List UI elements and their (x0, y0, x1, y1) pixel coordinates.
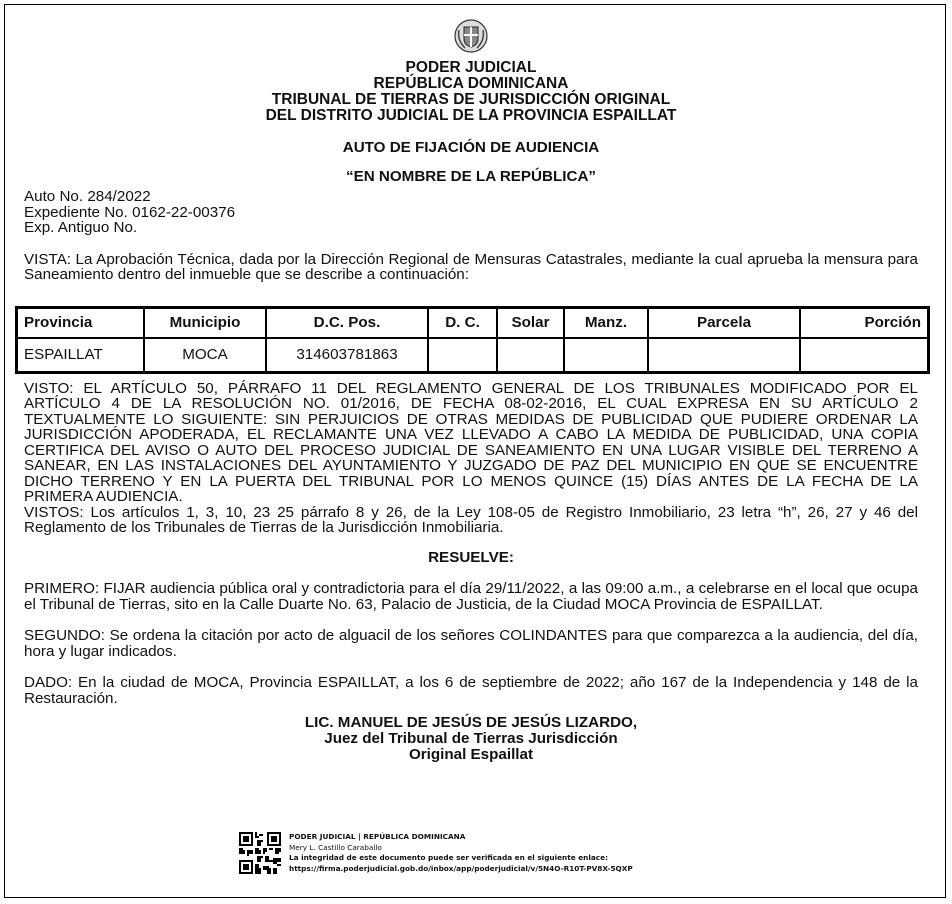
expediente-number: Expediente No. 0162-22-00376 (24, 203, 236, 221)
table-header-row (17, 307, 929, 338)
cell-dc (428, 338, 497, 373)
vistos-paragraph: VISTOS: Los artículos 1, 3, 10, 23 25 párrafo 8 y 26, de la Ley 108-05 de Registro Inmobiliario, 23 letra “h”, 26, 27 y 46 del Reglamento de los Tribunales de Tierras de la Jurisdicción Inmobiliaria. (24, 503, 918, 536)
coat-of-arms-icon (453, 18, 489, 54)
col-parcela: Parcela (648, 307, 800, 338)
case-meta (24, 189, 918, 236)
judge-place: Original Espaillat (408, 746, 534, 763)
court-header (24, 60, 918, 124)
document-subtitle: “EN NOMBRE DE LA REPÚBLICA” (345, 167, 597, 185)
exp-antiguo: Exp. Antiguo No. (24, 219, 138, 236)
header-line-3: TRIBUNAL DE TIERRAS DE JURISDICCIÓN ORIGINAL (271, 91, 671, 108)
col-manz: Manz. (564, 307, 648, 338)
col-solar: Solar (497, 307, 564, 338)
col-dc: D. C. (428, 307, 497, 338)
parcel-table (15, 306, 930, 374)
col-porcion: Porción (800, 307, 929, 338)
cell-solar (497, 338, 564, 373)
header-line-4: DEL DISTRITO JUDICIAL DE LA PROVINCIA ESPAILLAT (265, 107, 677, 124)
verification-footer (239, 832, 633, 874)
cell-manz (564, 338, 648, 373)
cell-porcion (800, 338, 929, 373)
footer-org: PODER JUDICIAL | REPÚBLICA DOMINICANA (289, 832, 466, 841)
col-municipio: Municipio (144, 307, 266, 338)
cell-provincia: ESPAILLAT (17, 338, 145, 373)
segundo-paragraph: SEGUNDO: Se ordena la citación por acto de alguacil de los señores COLINDANTES para que comparezca a la audiencia, del día, hora y lugar indicados. (24, 627, 918, 660)
cell-parcela (648, 338, 800, 373)
footer-note: La integridad de este documento puede ser verificada en el siguiente enlace: (289, 853, 608, 862)
judge-name: LIC. MANUEL DE JESÚS DE JESÚS LIZARDO, (304, 714, 638, 731)
signature-block (24, 715, 918, 763)
qr-code-icon[interactable] (239, 832, 281, 874)
header-line-2: REPÚBLICA DOMINICANA (373, 75, 569, 92)
dado-paragraph: DADO: En la ciudad de MOCA, Provincia ESPAILLAT, a los 6 de septiembre de 2022; año 167 de la Independencia y 148 de la Restauración. (24, 674, 918, 707)
cell-dc-pos: 314603781863 (266, 338, 428, 373)
col-dc-pos: D.C. Pos. (266, 307, 428, 338)
primero-paragraph: PRIMERO: FIJAR audiencia pública oral y contradictoria para el día 29/11/2022, a las 09:00 a.m., a celebrarse en el local que ocupa el Tribunal de Tierras, sito en la Calle Duarte No. 63, Palacio de Justicia, de la Ciudad MOCA Provincia de ESPAILLAT. (24, 580, 918, 613)
cell-municipio: MOCA (144, 338, 266, 373)
vista-paragraph: VISTA: La Aprobación Técnica, dada por la Dirección Regional de Mensuras Catastrales, mediante la cual aprueba la mensura para Saneamiento dentro del inmueble que se describe a continuación: (24, 250, 918, 283)
resuelve-heading: RESUELVE: (428, 548, 514, 566)
judge-role: Juez del Tribunal de Tierras Jurisdicción (324, 730, 618, 747)
court-notice (24, 18, 921, 763)
visto-paragraph: VISTO: EL ARTÍCULO 50, PÁRRAFO 11 DEL REGLAMENTO GENERAL DE LOS TRIBUNALES MODIFICADO POR EL ARTÍCULO 4 DE LA RESOLUCIÓN NO. 01/2016, DE FECHA 08-02-2016, EL CUAL EXPRESA EN SU ARTÍCULO 2 TEXTUALMENTE LO SIGUIENTE: SIN PERJUICIOS DE OTRAS MEDIDAS DE PUBLICIDAD QUE PUDIERE ORDENAR LA JURISDICCIÓN APODERADA, EL RECLAMANTE UNA VEZ LLEVADO A CABO LA MEDIDA DE PUBLICIDAD, UNA COPIA CERTIFICA DEL AVISO O AUTO DEL PROCESO JUDICIAL DE SANEAMIENTO EN UNA LUGAR VISIBLE DEL TERRENO A SANEAR, EN LAS INSTALACIONES DEL AYUNTAMIENTO Y JUZGADO DE PAZ DEL MUNICIPIO EN QUE SE ENCUENTRE DICHO TERRENO Y EN LA PUERTA DEL TRIBUNAL POR LO MENOS QUINCE (15) DÍAS ANTES DE LA FECHA DE LA PRIMERA AUDIENCIA. (24, 379, 918, 505)
verification-text (289, 832, 633, 874)
col-provincia: Provincia (17, 307, 145, 338)
auto-number: Auto No. 284/2022 (24, 188, 151, 205)
header-line-1: PODER JUDICIAL (405, 59, 537, 76)
document-title: AUTO DE FIJACIÓN DE AUDIENCIA (342, 139, 600, 156)
verification-link[interactable]: https://firma.poderjudicial.gob.do/inbox/app/poderjudicial/v/5N4O-R10T-PV8X-5QXP (289, 863, 633, 873)
table-row (17, 338, 929, 373)
footer-signer: Mery L. Castillo Caraballo (289, 842, 382, 852)
